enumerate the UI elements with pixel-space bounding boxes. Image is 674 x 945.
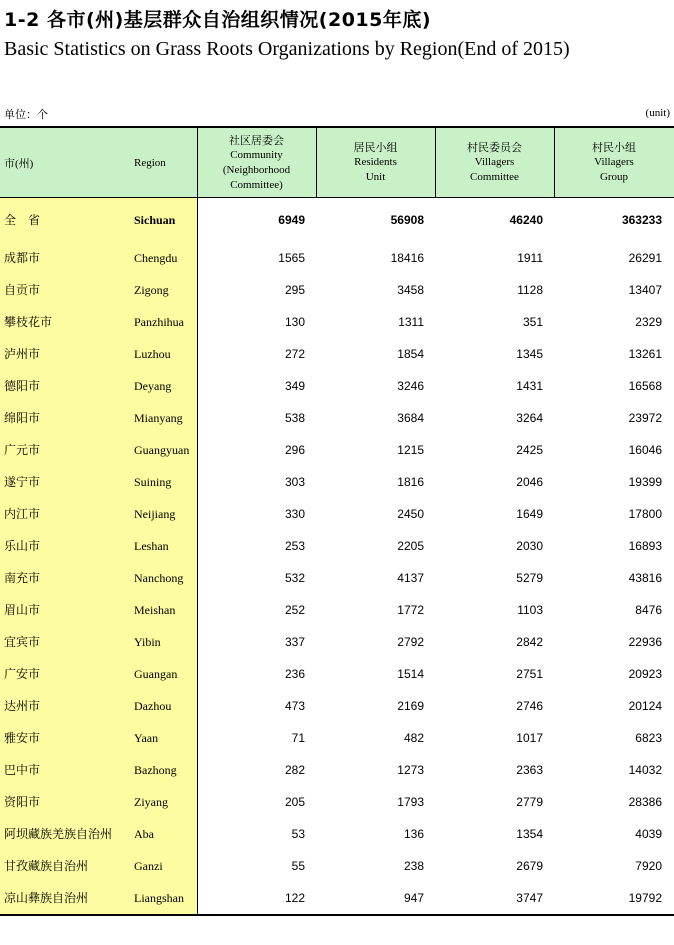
header-residents-unit-cn: 居民小组 xyxy=(353,141,398,154)
villagers-committee-value: 2842 xyxy=(516,635,543,649)
villagers-committee-value: 3747 xyxy=(516,891,543,905)
villagers-group-value: 16046 xyxy=(628,443,662,457)
table-row xyxy=(0,402,674,434)
table-row xyxy=(0,850,674,882)
villagers-committee-value: 2363 xyxy=(516,763,543,777)
community-value: 303 xyxy=(284,475,305,489)
region-name-en: Aba xyxy=(134,827,154,841)
header-region-cn: 市(州) xyxy=(4,157,34,170)
community-value: 473 xyxy=(284,699,305,713)
region-name-en: Neijiang xyxy=(134,507,176,521)
residents-unit-value: 2205 xyxy=(397,539,424,553)
table-row xyxy=(0,594,674,626)
region-name-cn: 内江市 xyxy=(4,507,41,521)
villagers-group-value: 16893 xyxy=(628,539,662,553)
community-value: 55 xyxy=(291,859,305,873)
region-name-en: Yaan xyxy=(134,731,159,745)
villagers-group-value: 28386 xyxy=(628,795,662,809)
residents-unit-value: 3246 xyxy=(397,379,424,393)
table-row xyxy=(0,306,674,338)
villagers-committee-value: 2679 xyxy=(516,859,543,873)
residents-unit-value: 1793 xyxy=(397,795,424,809)
region-name-cn: 泸州市 xyxy=(4,347,41,361)
community-value: 538 xyxy=(284,411,305,425)
statistics-table xyxy=(0,126,674,916)
region-name-cn: 宜宾市 xyxy=(4,635,41,649)
residents-unit-value: 3458 xyxy=(397,283,424,297)
villagers-group-value: 20923 xyxy=(628,667,662,681)
community-value: 53 xyxy=(291,827,305,841)
region-name-en: Meishan xyxy=(134,603,176,617)
header-community-cn: 社区居委会 xyxy=(229,133,284,147)
villagers-committee-value: 3264 xyxy=(516,411,543,425)
villagers-group-value: 4039 xyxy=(635,827,662,841)
table-row xyxy=(0,562,674,594)
table-row xyxy=(0,274,674,306)
table-row xyxy=(0,690,674,722)
region-name-cn: 绵阳市 xyxy=(4,411,41,425)
region-name-en: Guangan xyxy=(134,667,178,681)
community-value: 122 xyxy=(284,891,305,905)
residents-unit-value: 3684 xyxy=(397,411,424,425)
villagers-group-value: 13261 xyxy=(628,347,662,361)
region-name-cn: 乐山市 xyxy=(4,539,41,553)
residents-unit-value: 482 xyxy=(403,731,424,745)
region-name-en: Chengdu xyxy=(134,251,178,265)
residents-unit-value: 1816 xyxy=(397,475,424,489)
unit-label-cn: 单位：个 xyxy=(4,108,48,121)
residents-unit-value: 136 xyxy=(403,827,424,841)
header-residents-unit-en: Residents Unit xyxy=(354,156,397,183)
region-name-en: Panzhihua xyxy=(134,315,184,329)
region-name-en: Mianyang xyxy=(134,411,183,425)
community-value: 71 xyxy=(291,731,305,745)
header-villagers-committee xyxy=(435,128,554,197)
residents-unit-value: 18416 xyxy=(390,251,424,265)
residents-unit-value: 2169 xyxy=(397,699,424,713)
header-villagers-committee-cn: 村民委员会 xyxy=(467,141,522,154)
table-row xyxy=(0,370,674,402)
region-name-cn: 广元市 xyxy=(4,443,41,457)
table-row xyxy=(0,242,674,274)
column-divider xyxy=(197,128,198,197)
residents-unit-value: 1514 xyxy=(397,667,424,681)
community-value: 272 xyxy=(284,347,305,361)
villagers-committee-value: 2746 xyxy=(516,699,543,713)
table-row xyxy=(0,338,674,370)
region-name-cn: 全 省 xyxy=(4,213,41,227)
table-row xyxy=(0,786,674,818)
villagers-committee-value: 46240 xyxy=(509,213,543,227)
villagers-group-value: 22936 xyxy=(628,635,662,649)
table-row xyxy=(0,754,674,786)
page-title-cn: 1-2 各市(州)基层群众自治组织情况(2015年底) xyxy=(4,9,432,31)
community-value: 130 xyxy=(284,315,305,329)
region-name-en: Liangshan xyxy=(134,891,184,905)
region-name-cn: 雅安市 xyxy=(4,731,41,745)
community-value: 6949 xyxy=(278,213,305,227)
residents-unit-value: 2450 xyxy=(397,507,424,521)
community-value: 282 xyxy=(284,763,305,777)
region-name-en: Nanchong xyxy=(134,571,184,585)
community-value: 295 xyxy=(284,283,305,297)
community-value: 349 xyxy=(284,379,305,393)
region-name-en: Zigong xyxy=(134,283,169,297)
region-name-cn: 攀枝花市 xyxy=(4,315,53,329)
residents-unit-value: 4137 xyxy=(397,571,424,585)
table-row xyxy=(0,498,674,530)
table-row xyxy=(0,658,674,690)
community-value: 337 xyxy=(284,635,305,649)
region-name-cn: 德阳市 xyxy=(4,379,41,393)
header-villagers-group-en: Villagers Group xyxy=(594,156,634,183)
villagers-committee-value: 2779 xyxy=(516,795,543,809)
table-body xyxy=(0,198,674,914)
residents-unit-value: 1215 xyxy=(397,443,424,457)
region-name-cn: 广安市 xyxy=(4,667,41,681)
villagers-group-value: 13407 xyxy=(628,283,662,297)
villagers-group-value: 16568 xyxy=(628,379,662,393)
region-name-en: Suining xyxy=(134,475,172,489)
region-name-en: Ziyang xyxy=(134,795,168,809)
header-villagers-group xyxy=(554,128,674,197)
villagers-group-value: 23972 xyxy=(628,411,662,425)
table-row xyxy=(0,722,674,754)
region-name-cn: 达州市 xyxy=(4,699,41,713)
region-name-cn: 阿坝藏族羌族自治州 xyxy=(4,827,113,841)
region-name-en: Luzhou xyxy=(134,347,171,361)
residents-unit-value: 238 xyxy=(403,859,424,873)
community-value: 252 xyxy=(284,603,305,617)
community-value: 253 xyxy=(284,539,305,553)
region-name-cn: 凉山彝族自治州 xyxy=(4,891,89,905)
villagers-committee-value: 2030 xyxy=(516,539,543,553)
villagers-group-value: 43816 xyxy=(628,571,662,585)
table-row xyxy=(0,626,674,658)
residents-unit-value: 56908 xyxy=(390,213,424,227)
villagers-committee-value: 1103 xyxy=(517,603,543,617)
residents-unit-value: 1311 xyxy=(398,315,424,329)
header-community-en: Community (Neighborhood Committee) xyxy=(222,148,291,191)
region-name-cn: 自贡市 xyxy=(4,283,41,297)
villagers-group-value: 2329 xyxy=(635,315,662,329)
villagers-group-value: 363233 xyxy=(621,213,662,227)
villagers-group-value: 17800 xyxy=(628,507,662,521)
region-name-en: Bazhong xyxy=(134,763,177,777)
column-divider xyxy=(554,128,555,197)
residents-unit-value: 2792 xyxy=(397,635,424,649)
region-name-en: Leshan xyxy=(134,539,169,553)
region-name-en: Ganzi xyxy=(134,859,163,873)
villagers-group-value: 6823 xyxy=(635,731,662,745)
residents-unit-value: 1854 xyxy=(397,347,424,361)
villagers-committee-value: 5279 xyxy=(516,571,543,585)
region-name-en: Sichuan xyxy=(134,213,176,227)
community-value: 1565 xyxy=(278,251,305,265)
villagers-committee-value: 1911 xyxy=(517,251,543,265)
villagers-committee-value: 1345 xyxy=(516,347,543,361)
table-row xyxy=(0,818,674,850)
region-name-cn: 甘孜藏族自治州 xyxy=(4,859,89,873)
table-row xyxy=(0,530,674,562)
region-name-en: Deyang xyxy=(134,379,172,393)
community-value: 296 xyxy=(284,443,305,457)
community-value: 205 xyxy=(284,795,305,809)
region-name-en: Guangyuan xyxy=(134,443,190,457)
header-villagers-group-cn: 村民小组 xyxy=(592,141,636,154)
region-name-en: Dazhou xyxy=(134,699,172,713)
region-name-cn: 资阳市 xyxy=(4,795,41,809)
villagers-committee-value: 351 xyxy=(522,315,543,329)
villagers-group-value: 8476 xyxy=(635,603,662,617)
residents-unit-value: 1772 xyxy=(397,603,424,617)
community-value: 532 xyxy=(284,571,305,585)
region-name-cn: 巴中市 xyxy=(4,763,41,777)
villagers-group-value: 20124 xyxy=(628,699,662,713)
region-name-en: Yibin xyxy=(134,635,161,649)
column-divider xyxy=(435,128,436,197)
villagers-committee-value: 1649 xyxy=(516,507,543,521)
table-header xyxy=(0,128,674,198)
villagers-committee-value: 2751 xyxy=(516,667,543,681)
unit-label-en: (unit) xyxy=(645,107,670,119)
villagers-committee-value: 2425 xyxy=(516,443,543,457)
region-name-cn: 遂宁市 xyxy=(4,475,41,489)
villagers-group-value: 14032 xyxy=(628,763,662,777)
region-name-cn: 眉山市 xyxy=(4,603,41,617)
villagers-committee-value: 1431 xyxy=(516,379,543,393)
page-title-en: Basic Statistics on Grass Roots Organizations by Region(End of 2015) xyxy=(4,38,570,60)
header-community xyxy=(197,128,316,197)
table-row-total xyxy=(0,198,674,242)
villagers-group-value: 7920 xyxy=(635,859,662,873)
villagers-group-value: 19399 xyxy=(628,475,662,489)
villagers-committee-value: 1017 xyxy=(516,731,543,745)
villagers-group-value: 26291 xyxy=(628,251,662,265)
table-row xyxy=(0,882,674,914)
community-value: 236 xyxy=(284,667,305,681)
villagers-group-value: 19792 xyxy=(628,891,662,905)
table-row xyxy=(0,466,674,498)
community-value: 330 xyxy=(284,507,305,521)
villagers-committee-value: 1354 xyxy=(516,827,543,841)
residents-unit-value: 947 xyxy=(403,891,424,905)
table-row xyxy=(0,434,674,466)
villagers-committee-value: 1128 xyxy=(517,283,543,297)
region-name-cn: 南充市 xyxy=(4,571,41,585)
column-divider xyxy=(316,128,317,197)
villagers-committee-value: 2046 xyxy=(516,475,543,489)
region-name-cn: 成都市 xyxy=(4,251,41,265)
residents-unit-value: 1273 xyxy=(397,763,424,777)
header-residents-unit xyxy=(316,128,435,197)
header-villagers-committee-en: Villagers Committee xyxy=(470,156,519,183)
header-region-en: Region xyxy=(134,156,166,169)
